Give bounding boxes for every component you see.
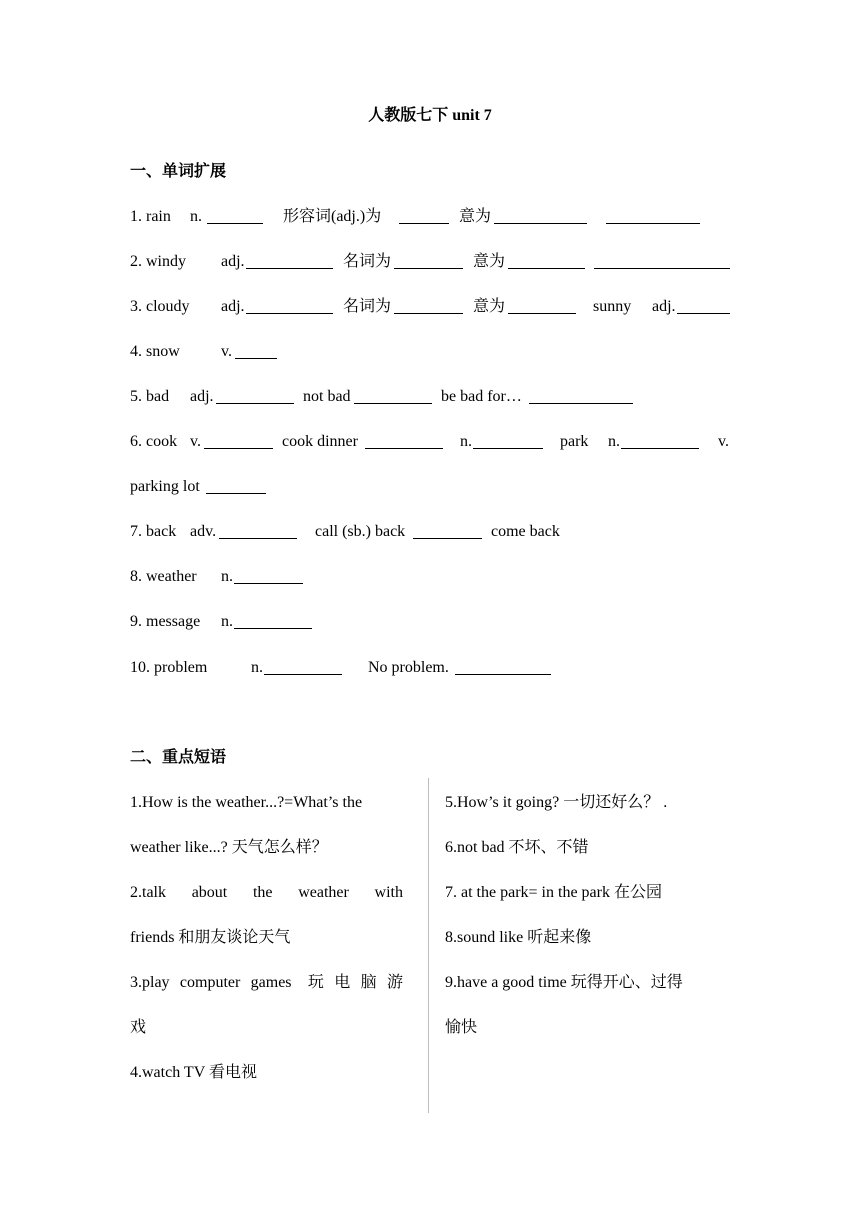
phrase-word: weather (298, 884, 349, 901)
part-of-speech: v. (718, 433, 729, 450)
section-heading-vocab: 一、单词扩展 (130, 163, 227, 180)
phrase-item-2b: friends 和朋友谈论天气 (130, 929, 291, 946)
part-of-speech: adj. (190, 388, 214, 405)
answer-blank[interactable] (508, 268, 585, 269)
phrase-item-6: 6.not bad 不坏、不错 (445, 839, 589, 856)
vocab-item-bad (130, 386, 730, 408)
phrase: come back (491, 523, 560, 540)
word: 8. weather (130, 568, 197, 585)
vocab-item-snow (130, 341, 730, 363)
part-of-speech: adj. (221, 253, 245, 270)
vocab-item-weather (130, 566, 730, 588)
answer-blank[interactable] (473, 448, 543, 449)
phrase: call (sb.) back (315, 523, 406, 540)
word: 9. message (130, 613, 201, 630)
vocab-item-problem (130, 657, 730, 679)
answer-blank[interactable] (246, 268, 333, 269)
answer-blank[interactable] (204, 448, 273, 449)
answer-blank[interactable] (413, 538, 482, 539)
word: 7. back (130, 523, 177, 540)
phrase-word: 脑 (360, 974, 377, 991)
phrase-item-3a (130, 972, 403, 994)
vocab-item-back (130, 521, 730, 543)
prompt-label: 意为 (473, 298, 506, 315)
phrase-word: 玩 (307, 974, 324, 991)
phrase-word: 3.play (130, 974, 170, 991)
part-of-speech: adj. (221, 298, 245, 315)
column-divider (428, 778, 429, 1113)
phrase: not bad (303, 388, 351, 405)
prompt-label: 意为 (459, 208, 492, 225)
prompt-label: 名词为 (343, 253, 392, 270)
part-of-speech: adv. (190, 523, 217, 540)
phrase-item-4: 4.watch TV 看电视 (130, 1064, 257, 1081)
phrase-item-8: 8.sound like 听起来像 (445, 929, 592, 946)
vocab-item-cook-park (130, 431, 730, 453)
prompt-label: 名词为 (343, 298, 392, 315)
word: 4. snow (130, 343, 180, 360)
answer-blank[interactable] (365, 448, 443, 449)
phrase-word: computer (179, 974, 241, 991)
word: 10. problem (130, 659, 208, 676)
answer-blank[interactable] (621, 448, 699, 449)
phrase-item-1a: 1.How is the weather...?=What’s the (130, 794, 363, 811)
part-of-speech: n. (460, 433, 472, 450)
prompt-label: 意为 (473, 253, 506, 270)
answer-blank[interactable] (264, 674, 342, 675)
phrase-item-2a (130, 882, 403, 904)
answer-blank[interactable] (207, 223, 263, 224)
part-of-speech: v. (190, 433, 201, 450)
word: 5. bad (130, 388, 170, 405)
word: 6. cook (130, 433, 178, 450)
phrase-word: the (252, 884, 273, 901)
phrase: No problem. (368, 659, 449, 676)
answer-blank[interactable] (216, 403, 294, 404)
phrase-item-1b: weather like...? 天气怎么样？ (130, 839, 328, 856)
vocab-item-message (130, 611, 730, 633)
vocab-item-rain (130, 206, 730, 228)
answer-blank[interactable] (508, 313, 576, 314)
answer-blank[interactable] (234, 628, 312, 629)
answer-blank[interactable] (235, 358, 277, 359)
word: sunny (593, 298, 632, 315)
phrase-word: 电 (334, 974, 351, 991)
vocab-item-parking-lot (130, 476, 730, 498)
phrase-word: 游 (386, 974, 403, 991)
phrase-word: games (250, 974, 292, 991)
answer-blank[interactable] (606, 223, 700, 224)
phrase-item-7: 7. at the park= in the park 在公园 (445, 884, 662, 901)
answer-blank[interactable] (494, 223, 587, 224)
part-of-speech: n. (251, 659, 263, 676)
part-of-speech: n. (221, 613, 233, 630)
phrase-word: 2.talk (130, 884, 166, 901)
phrase-item-9a: 9.have a good time 玩得开心、过得 (445, 974, 683, 991)
phrase-item-9b: 愉快 (445, 1019, 478, 1036)
part-of-speech: adj. (652, 298, 676, 315)
answer-blank[interactable] (529, 403, 633, 404)
prompt-label: 形容词(adj.)为 (283, 208, 382, 225)
answer-blank[interactable] (394, 268, 463, 269)
phrase: be bad for… (441, 388, 522, 405)
part-of-speech: n. (221, 568, 233, 585)
section-heading-phrases: 二、重点短语 (130, 749, 227, 766)
answer-blank[interactable] (594, 268, 730, 269)
answer-blank[interactable] (234, 583, 303, 584)
part-of-speech: n. (608, 433, 620, 450)
answer-blank[interactable] (455, 674, 551, 675)
phrase-item-3b: 戏 (130, 1019, 147, 1036)
answer-blank[interactable] (677, 313, 730, 314)
word: 1. rain (130, 208, 171, 225)
part-of-speech: n. (190, 208, 202, 225)
answer-blank[interactable] (219, 538, 297, 539)
word: 2. windy (130, 253, 186, 270)
document-title: 人教版七下 unit 7 (368, 107, 492, 124)
answer-blank[interactable] (206, 493, 266, 494)
vocab-item-cloudy (130, 296, 730, 318)
answer-blank[interactable] (394, 313, 463, 314)
vocab-item-windy (130, 251, 730, 273)
word: 3. cloudy (130, 298, 190, 315)
phrase-word: with (374, 884, 403, 901)
phrase: parking lot (130, 478, 200, 495)
answer-blank[interactable] (399, 223, 449, 224)
phrase-word: about (191, 884, 228, 901)
phrase: cook dinner (282, 433, 358, 450)
word: park (560, 433, 589, 450)
answer-blank[interactable] (354, 403, 432, 404)
phrase-item-5: 5.How’s it going? 一切还好么？ . (445, 794, 668, 811)
answer-blank[interactable] (246, 313, 333, 314)
part-of-speech: v. (221, 343, 232, 360)
